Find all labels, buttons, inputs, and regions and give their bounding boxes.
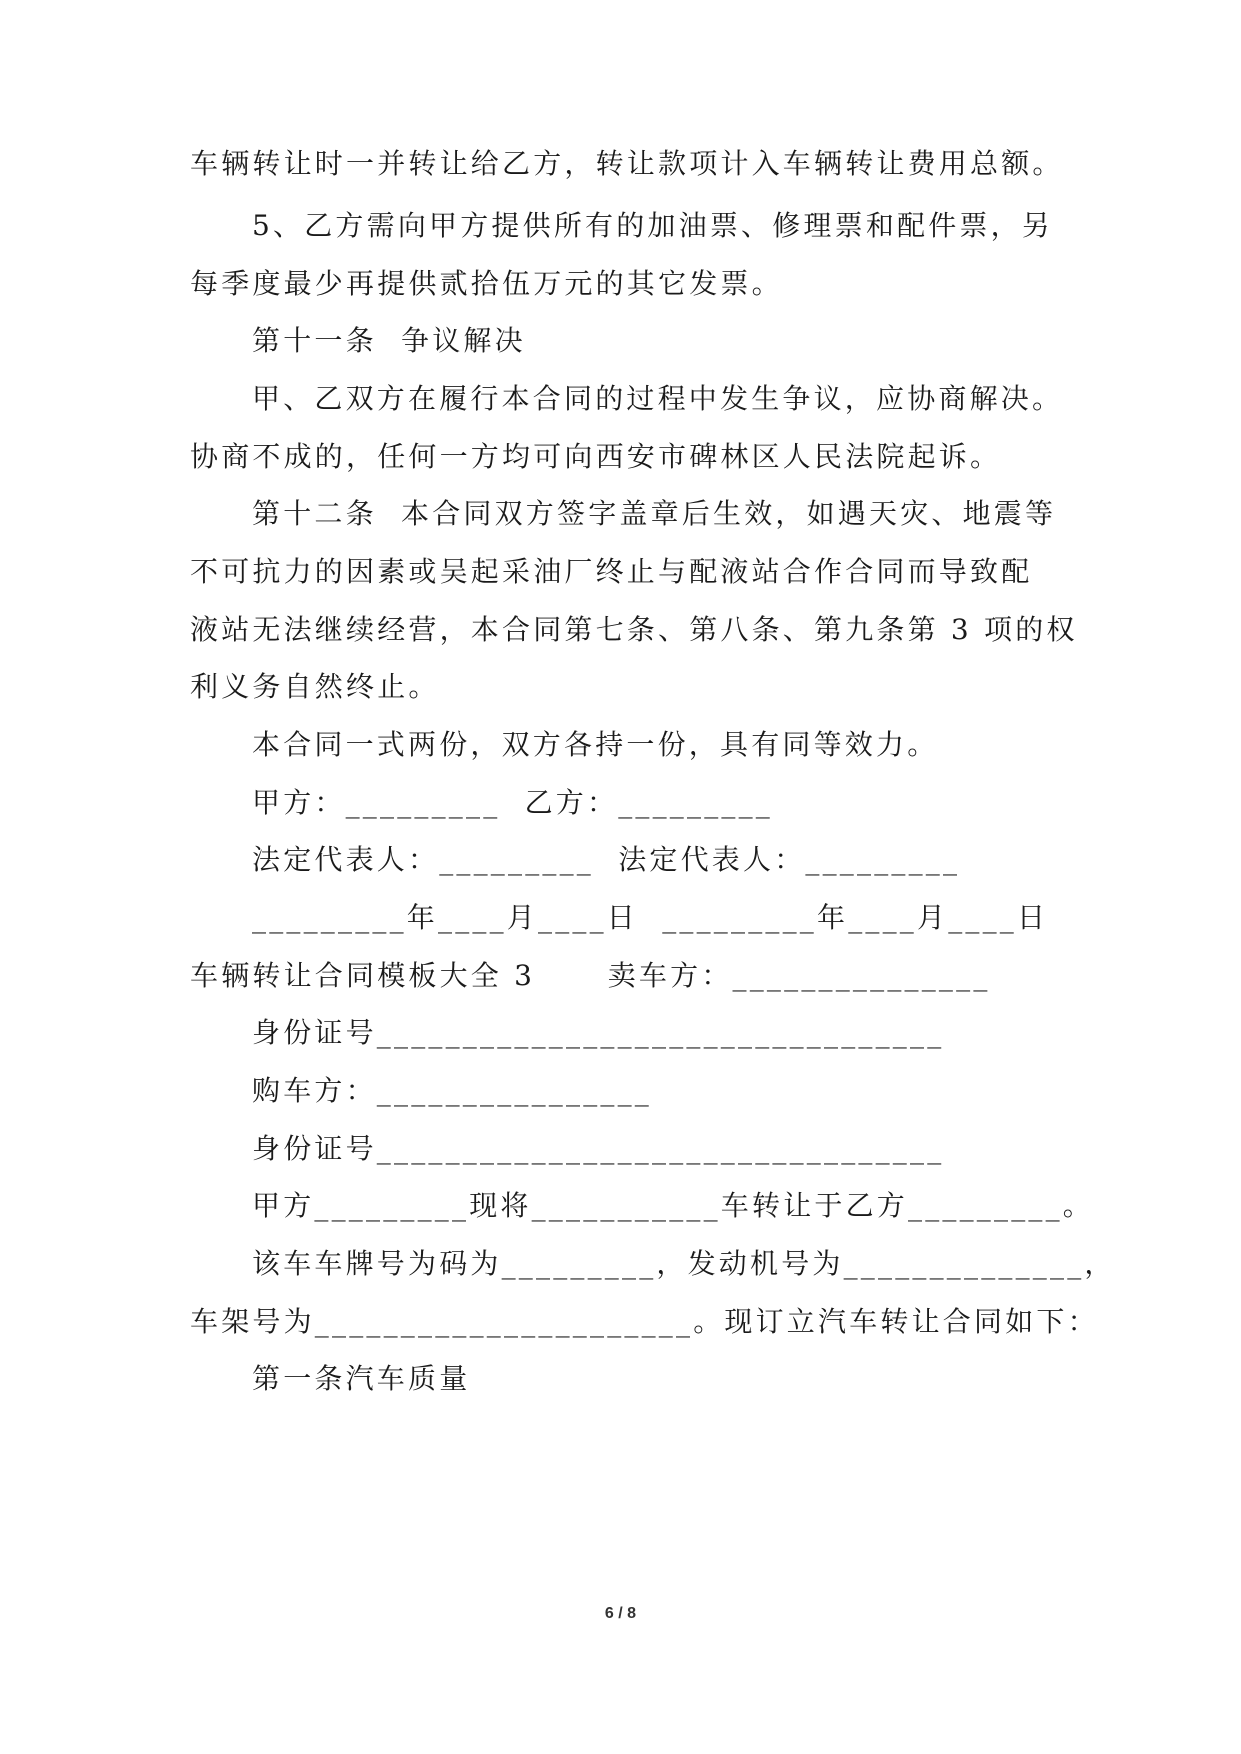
text-line: 甲、乙双方在履行本合同的过程中发生争议，应协商解决。	[252, 382, 1064, 415]
section-heading: 第十一条 争议解决	[252, 324, 526, 357]
signature-date-line: _________年____月____日 _________年____月____日	[252, 901, 1049, 934]
text-line: 5、乙方需向甲方提供所有的加油票、修理票和配件票，另	[252, 209, 1054, 242]
page-number: 6 / 8	[604, 1605, 637, 1622]
form-field-line: 购车方：________________	[252, 1074, 653, 1107]
text-line: 本合同一式两份，双方各持一份，具有同等效力。	[252, 728, 939, 761]
text-line: 每季度最少再提供贰拾伍万元的其它发票。	[190, 267, 783, 300]
form-field-line: 甲方_________现将___________车转让于乙方_________。	[252, 1189, 1095, 1222]
form-field-line: 该车车牌号为码为_________，发动机号为______________，	[252, 1247, 1116, 1280]
signature-representative-line: 法定代表人：_________ 法定代表人：_________	[252, 843, 961, 876]
text-line: 第十二条 本合同双方签字盖章后生效，如遇天灾、地震等	[252, 497, 1057, 530]
text-line: 车辆转让时一并转让给乙方，转让款项计入车辆转让费用总额。	[190, 147, 1064, 180]
form-field-line: 车架号为______________________。现订立汽车转让合同如下：	[190, 1305, 1099, 1338]
text-line: 协商不成的，任何一方均可向西安市碑林区人民法院起诉。	[190, 440, 1002, 473]
form-field-line: 身份证号_________________________________	[252, 1016, 945, 1049]
text-line: 不可抗力的因素或吴起采油厂终止与配液站合作合同而导致配	[190, 555, 1033, 588]
form-field-line: 身份证号_________________________________	[252, 1132, 945, 1165]
section-heading: 第一条汽车质量	[252, 1362, 471, 1395]
signature-party-line: 甲方：_________ 乙方：_________	[252, 786, 774, 819]
document-title-line: 车辆转让合同模板大全 3 卖车方：_______________	[190, 959, 991, 992]
text-line: 液站无法继续经营，本合同第七条、第八条、第九条第 3 项的权	[190, 613, 1078, 646]
text-line: 利义务自然终止。	[190, 670, 440, 703]
